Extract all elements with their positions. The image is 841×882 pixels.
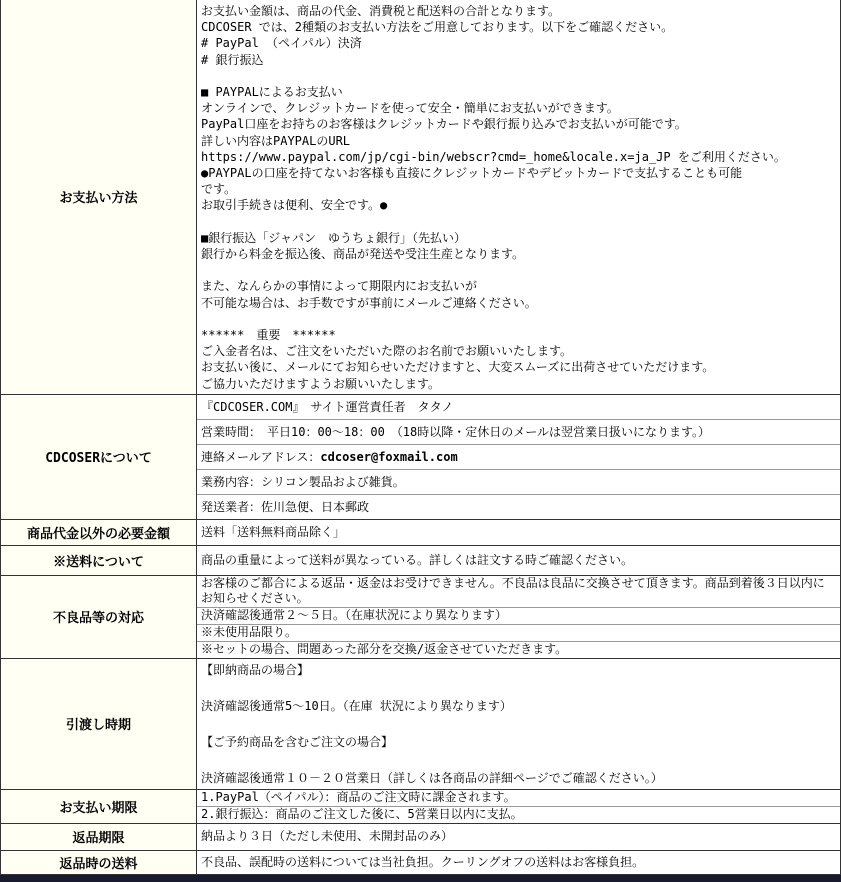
row-about xyxy=(1,394,840,519)
payment-deadline-paypal: 1.PayPal（ペイパル）：商品のご注文時に課金されます。 xyxy=(197,790,840,807)
header-extra-fees xyxy=(1,520,197,545)
about-business-hours: 営業時間： 平日10：00～18：00 （18時以降・定休日のメールは翌営業日扱いになります。） xyxy=(197,420,840,445)
row-payment-deadline xyxy=(1,789,840,823)
cell-about xyxy=(197,395,840,519)
cell-defective xyxy=(197,576,840,658)
contact-email: cdcoser@foxmail.com xyxy=(320,449,458,464)
about-contact xyxy=(197,445,840,470)
header-return-shipping-label: 返品時の送料 xyxy=(59,856,138,872)
defective-unused-only: ※未使用品限り。 xyxy=(197,625,840,642)
header-about-label: CDCOSERについて xyxy=(45,451,152,467)
return-deadline-text: 納品より３日（ただし未使用、未開封品のみ） xyxy=(201,829,454,844)
cell-payment-method xyxy=(197,0,840,394)
row-return-deadline xyxy=(1,823,840,850)
about-business-content: 業務内容：シリコン製品および雑貨。 xyxy=(197,470,840,495)
header-defective-label: 不良品等の対応 xyxy=(52,611,144,627)
about-shippers: 発送業者：佐川急便、日本郵政 xyxy=(201,499,370,514)
header-defective xyxy=(1,576,197,658)
row-return-shipping xyxy=(1,850,840,874)
contact-label: 連絡メールアドレス： xyxy=(201,449,321,464)
row-delivery xyxy=(1,658,840,789)
header-about xyxy=(1,395,197,519)
header-return-deadline xyxy=(1,824,197,850)
header-payment-deadline-label: お支払い期限 xyxy=(59,800,138,816)
return-shipping-text: 不良品、誤配時の送料については当社負担。クーリングオフの送料はお客様負担。 xyxy=(201,854,645,869)
row-payment-method xyxy=(1,0,840,394)
cell-return-shipping xyxy=(197,851,840,874)
header-return-deadline-label: 返品期限 xyxy=(72,831,125,847)
row-extra-fees xyxy=(1,519,840,545)
delivery-text: 【即納商品の場合】 決済確認後通常5～10日。（在庫 状況により異なります） 【ご予約商品を含むご注文の場合】 決済確認後通常１０－２０営業日（詳しくは各商品の詳細ページでご確認ください。） xyxy=(201,662,663,785)
payment-method-text: お支払い金額は、商品の代金、消費税と配送料の合計となります。 CDCOSER では、2種類のお支払い方法をご用意しております。以下をご確認ください。 # PayPal （ペイパル）決済 # 銀行振込 ■ PAYPALによるお支払い オンラインで、クレジットカードを使って安全・簡単にお支払いができます。 PayPal口座をお持ちのお客様はクレジットカードや銀行振り込みでお支払いが可能です。 詳しい内容はPAYPALのURL https://www.paypal.com/jp/cgi-bin/webscr?cmd=_home&locale.x=ja_JP をご利用ください。 ●PAYPALの口座を持てないお客様も直接にクレジットカードやデビットカードで支払することも可能 です。 お取引手続きは便利、安全です。● ■銀行振込「ジャパン ゆうちょ銀行」（先払い） 銀行から料金を振込後、商品が発送や受注生産となります。 また、なんらかの事情によって期限内にお支払いが 不可能な場合は、お手数ですが事前にメールご連絡ください。 ****** 重要 ****** ご入金者名は、ご注文をいただいた際のお名前でお願いいたします。 お支払い後に、メールにてお知らせいただけますと、大変スムーズに出荷させていただけます。 ご協力いただけますようお願いいたします。 xyxy=(201,4,786,391)
cell-return-deadline xyxy=(197,824,840,850)
bottom-dark-bar xyxy=(0,875,841,882)
header-return-shipping xyxy=(1,851,197,874)
cell-shipping-fee xyxy=(197,546,840,575)
defective-set-policy: ※セットの場合、問題あった部分を交換/返金させていただきます。 xyxy=(201,641,568,656)
defective-policy: お客様のご都合による返品・返金はお受けできません。不良品は良品に交換させて頂きます。商品到着後３日以内にお知らせください。 xyxy=(197,576,840,608)
shipping-fee-text: 商品の重量によって送料が異なっている。詳しくは註文する時ご確認ください。 xyxy=(201,552,634,567)
header-shipping-fee-label: ※送料について xyxy=(53,554,144,570)
header-payment-method-label: お支払い方法 xyxy=(59,191,138,207)
about-operator: 『CDCOSER.COM』 サイト運営責任者 タタノ xyxy=(197,395,840,420)
header-shipping-fee xyxy=(1,546,197,575)
header-payment-method xyxy=(1,0,197,394)
cell-payment-deadline xyxy=(197,790,840,823)
row-shipping-fee xyxy=(1,545,840,575)
payment-deadline-bank: 2.銀行振込：商品のご注文した後に、5営業日以内に支払。 xyxy=(201,806,523,821)
header-payment-deadline xyxy=(1,790,197,823)
row-defective xyxy=(1,575,840,658)
cell-delivery xyxy=(197,659,840,789)
header-extra-fees-label: 商品代金以外の必要金額 xyxy=(26,526,170,542)
header-delivery-label: 引渡し時期 xyxy=(65,718,131,734)
header-delivery xyxy=(1,659,197,789)
extra-fees-text: 送料「送料無料商品除く」 xyxy=(201,524,346,539)
cell-extra-fees xyxy=(197,520,840,545)
defective-processing-time: 決済確認後通常２～５日。（在庫状況により異なります） xyxy=(197,608,840,625)
